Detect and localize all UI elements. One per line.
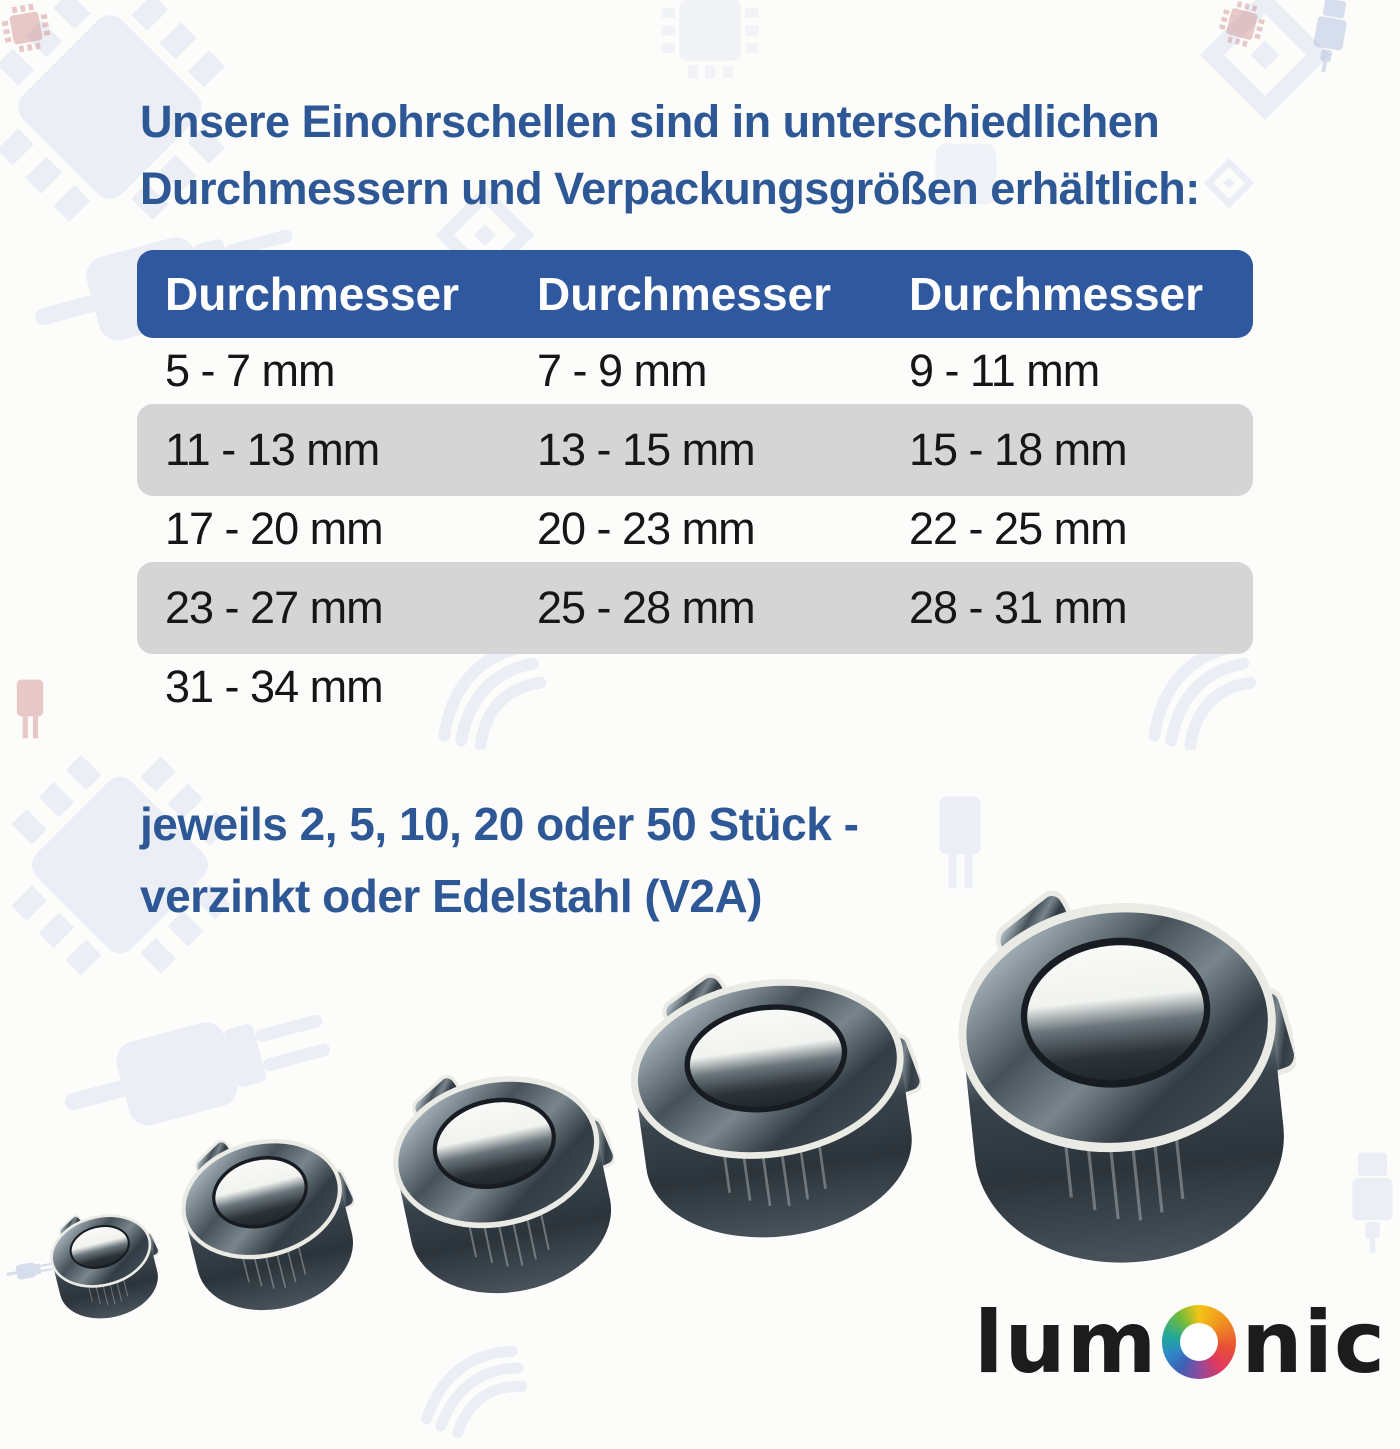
table-cell: 31 - 34 mm	[165, 661, 383, 712]
table-cell: 9 - 11 mm	[909, 345, 1100, 396]
logo-text-prefix: lum	[973, 1293, 1158, 1393]
table-cell: 15 - 18 mm	[909, 424, 1127, 475]
table-cell: 23 - 27 mm	[165, 582, 383, 633]
table-header-cell: Durchmesser	[165, 268, 460, 320]
table-header-row	[137, 250, 1253, 338]
lumonic-logo	[973, 1293, 1386, 1393]
packaging-note-line2: verzinkt oder Edelstahl (V2A)	[140, 870, 762, 922]
logo-o-ring-icon	[1162, 1305, 1236, 1379]
table-header-cell: Durchmesser	[909, 268, 1204, 320]
clamp-photo-smallest	[36, 1196, 172, 1332]
table-row	[137, 404, 1253, 496]
table-cell: 25 - 28 mm	[537, 582, 755, 633]
table-row	[137, 654, 1253, 720]
table-row	[137, 562, 1253, 654]
table-cell: 22 - 25 mm	[909, 503, 1127, 554]
table-header-cell: Durchmesser	[537, 268, 832, 320]
page-title	[140, 88, 1330, 222]
table-cell: 20 - 23 mm	[537, 503, 755, 554]
table-cell: 7 - 9 mm	[537, 345, 707, 396]
page-title-line1: Unsere Einohrschellen sind in unterschiedlichen	[140, 96, 1160, 147]
clamp-photo-largest	[928, 861, 1315, 1287]
table-cell: 5 - 7 mm	[165, 345, 335, 396]
page-title-line2: Durchmessern und Verpackungsgrößen erhältlich:	[140, 163, 1200, 214]
table-cell: 13 - 15 mm	[537, 424, 755, 475]
clamp-photo-small	[158, 1109, 375, 1332]
diameter-table	[137, 250, 1253, 720]
clamp-photo-medium	[366, 1041, 638, 1318]
table-row	[137, 496, 1253, 562]
clamp-photo-large	[604, 942, 940, 1261]
table-cell: 11 - 13 mm	[165, 424, 380, 475]
table-row	[137, 338, 1253, 404]
diameter-table-body	[137, 338, 1253, 720]
table-cell: 28 - 31 mm	[909, 582, 1127, 633]
packaging-note-line1: jeweils 2, 5, 10, 20 oder 50 Stück -	[140, 798, 859, 850]
table-cell: 17 - 20 mm	[165, 503, 383, 554]
logo-text-suffix: nic	[1241, 1293, 1386, 1393]
